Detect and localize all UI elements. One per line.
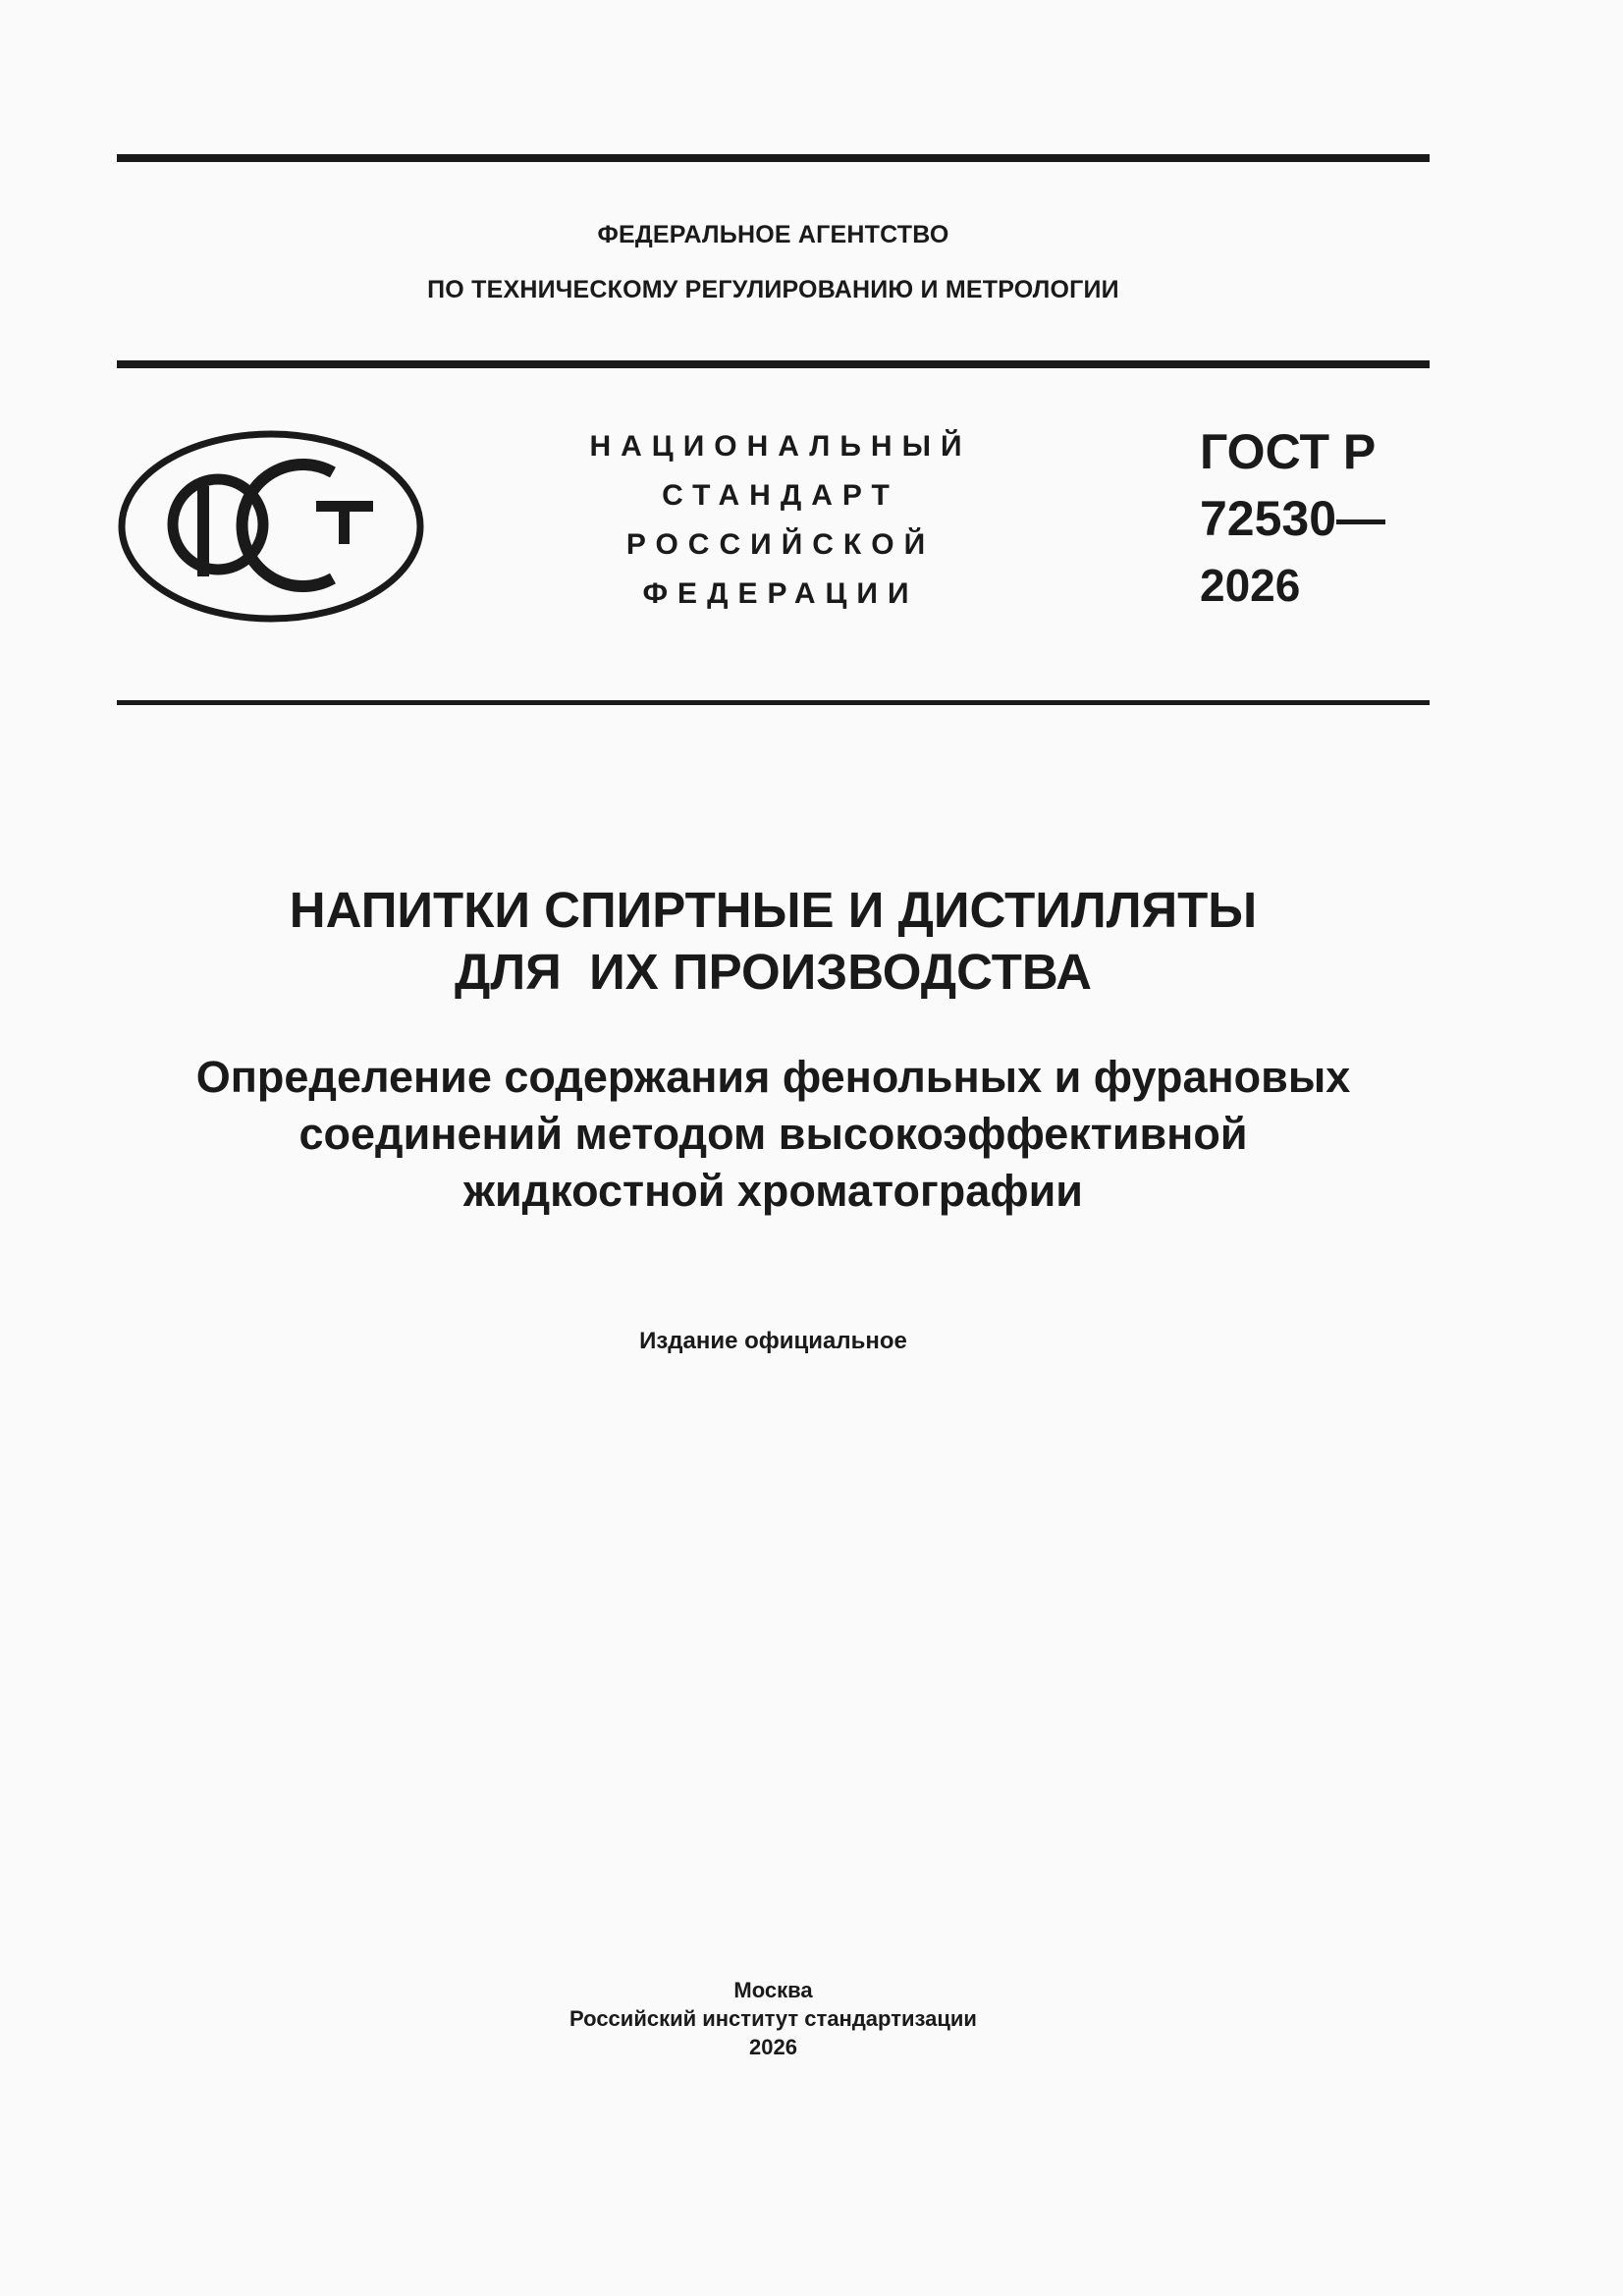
national-line-1: НАЦИОНАЛЬНЫЙ [589,430,972,463]
main-title-line-1: НАПИТКИ СПИРТНЫЕ И ДИСТИЛЛЯТЫ [289,882,1258,938]
national-line-2: СТАНДАРТ [662,479,899,512]
subtitle [117,1049,1430,1220]
main-title-line-2: ДЛЯ ИХ ПРОИЗВОДСТВА [455,944,1092,1000]
imprint-year: 2026 [749,2035,797,2059]
rst-certification-mark-icon [117,429,425,624]
national-line-3: РОССИЙСКОЙ [625,528,936,561]
national-standard-label [550,422,1011,619]
main-title [117,879,1430,1003]
gost-line-1: ГОСТ Р [1200,424,1377,479]
subtitle-line-2: соединений методом высокоэффективной [298,1109,1248,1159]
imprint-city: Москва [733,1978,813,2002]
gost-line-3: 2026 [1200,560,1301,611]
imprint [117,1976,1430,2061]
imprint-publisher: Российский институт стандартизации [569,2006,977,2031]
subtitle-line-3: жидкостной хроматографии [463,1166,1083,1216]
agency-line-2: ПО ТЕХНИЧЕСКОМУ РЕГУЛИРОВАНИЮ И МЕТРОЛОГИИ [427,276,1119,303]
title-rule [117,700,1430,705]
edition-label: Издание официальное [639,1328,907,1354]
header-rule [117,360,1430,368]
subtitle-line-1: Определение содержания фенольных и фурановых [195,1052,1351,1102]
gost-line-2: 72530— [1200,491,1386,546]
agency-line-1: ФЕДЕРАЛЬНОЕ АГЕНТСТВО [597,221,949,248]
national-line-4: ФЕДЕРАЦИИ [642,577,919,610]
top-rule [117,154,1430,162]
gost-designation [1200,418,1385,619]
